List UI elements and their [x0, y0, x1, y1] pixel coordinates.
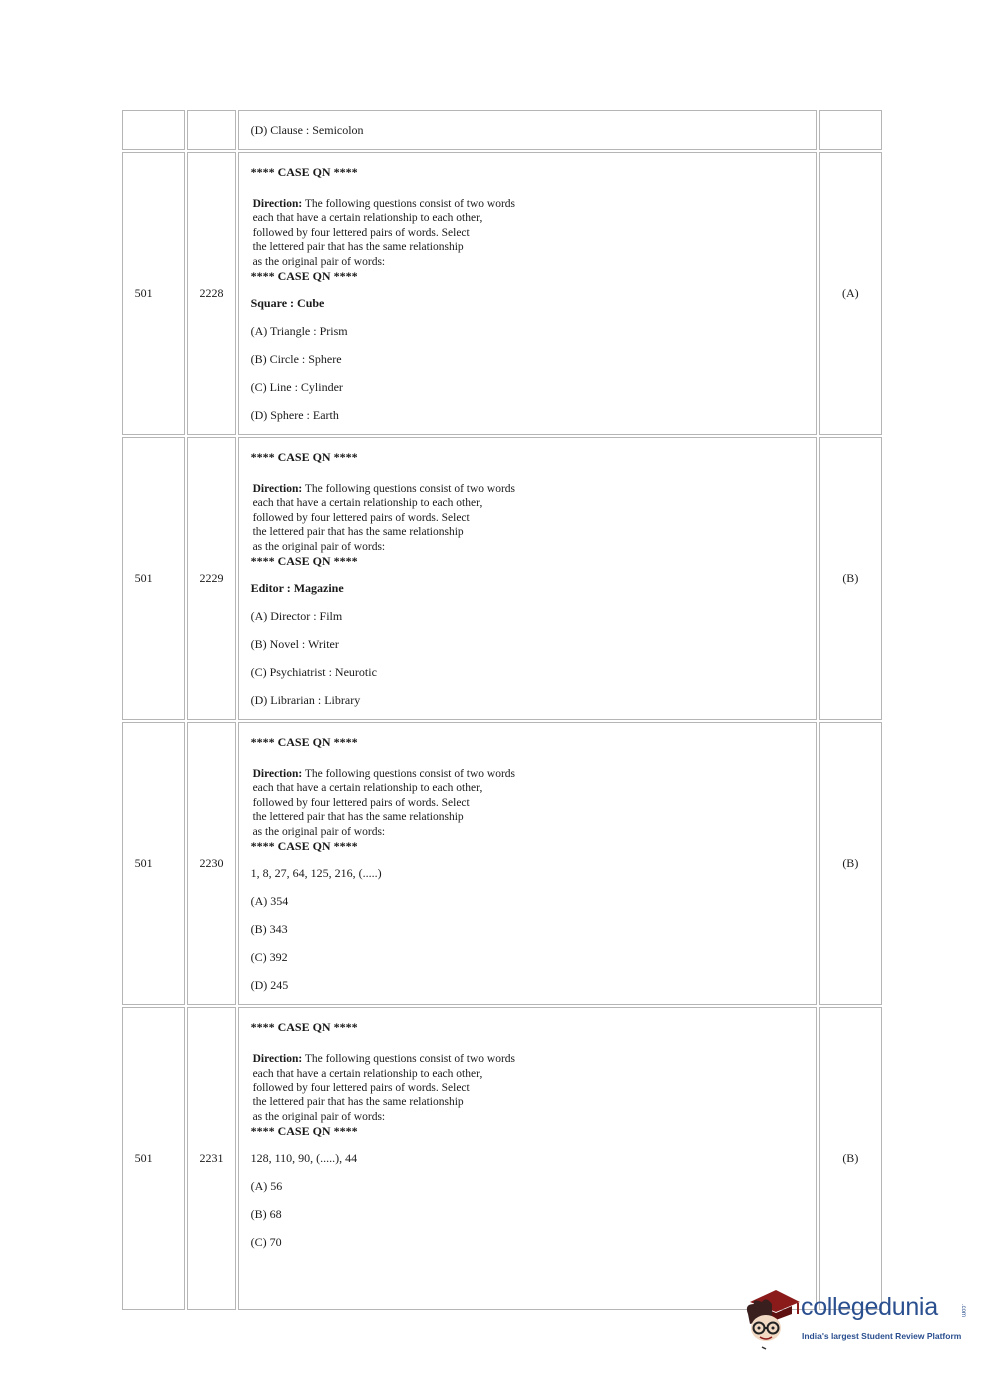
option-d: (D) 245	[250, 978, 289, 993]
qno-cell: 2230	[187, 722, 235, 1005]
case-marker: **** CASE QN ****	[250, 1020, 358, 1035]
option-c: (C) 392	[250, 950, 288, 965]
mascot-icon	[742, 1284, 802, 1350]
option-b: (B) Circle : Sphere	[250, 352, 342, 367]
table-row	[122, 722, 882, 1005]
option-text: (D) Clause : Semicolon	[250, 123, 364, 137]
answer-cell	[819, 110, 882, 150]
table-row-continuation	[122, 110, 882, 150]
direction-text: Direction: The following questions consist of two words each that have a certain relationship to each other, followed by four lettered pairs of words. Select the lettered pair that has the same relationship as the original pair of words:	[252, 198, 516, 268]
case-marker: **** CASE QN ****	[250, 735, 358, 750]
table-row	[122, 152, 882, 435]
question-stem: 128, 110, 90, (.....), 44	[250, 1151, 358, 1166]
qno-cell: 2229	[187, 437, 235, 720]
answer-cell: (B)	[819, 1007, 882, 1310]
question-stem: Square : Cube	[250, 296, 325, 311]
qno-cell: 2231	[187, 1007, 235, 1310]
section-cell	[122, 110, 185, 150]
case-marker: **** CASE QN ****	[250, 450, 358, 465]
option-b: (B) 343	[250, 922, 288, 937]
question-sheet	[122, 110, 886, 1250]
option-a: (A) Director : Film	[250, 609, 343, 624]
answer-cell: (A)	[819, 152, 882, 435]
option-c: (C) 70	[250, 1235, 282, 1250]
question-cell	[238, 437, 817, 720]
question-table	[120, 108, 884, 1312]
question-cell	[238, 152, 817, 435]
case-marker: **** CASE QN ****	[250, 839, 358, 854]
table-row	[122, 437, 882, 720]
question-cell	[238, 110, 817, 150]
section-cell: 501	[122, 1007, 185, 1310]
option-c: (C) Line : Cylinder	[250, 380, 343, 395]
direction-text: Direction: The following questions consist of two words each that have a certain relationship to each other, followed by four lettered pairs of words. Select the lettered pair that has the same relationship as the original pair of words:	[252, 768, 516, 838]
option-b: (B) 68	[250, 1207, 282, 1222]
direction-text: Direction: The following questions consist of two words each that have a certain relationship to each other, followed by four lettered pairs of words. Select the lettered pair that has the same relationship as the original pair of words:	[252, 1053, 516, 1123]
answer-cell: (B)	[819, 437, 882, 720]
option-b: (B) Novel : Writer	[250, 637, 339, 652]
option-d: (D) Librarian : Library	[250, 693, 361, 708]
question-stem: 1, 8, 27, 64, 125, 216, (.....)	[250, 866, 382, 881]
case-marker: **** CASE QN ****	[250, 269, 358, 284]
option-a: (A) 354	[250, 894, 289, 909]
case-marker: **** CASE QN ****	[250, 1124, 358, 1139]
option-d: (D) Sphere : Earth	[250, 408, 339, 423]
direction-text: Direction: The following questions consist of two words each that have a certain relationship to each other, followed by four lettered pairs of words. Select the lettered pair that has the same relationship as the original pair of words:	[252, 483, 516, 553]
brand-suffix: .com	[960, 1304, 966, 1318]
qno-cell: 2228	[187, 152, 235, 435]
option-c: (C) Psychiatrist : Neurotic	[250, 665, 377, 680]
question-stem: Editor : Magazine	[250, 581, 344, 596]
section-cell: 501	[122, 152, 185, 435]
collegedunia-logo	[742, 1284, 972, 1356]
question-cell	[238, 1007, 817, 1310]
section-cell: 501	[122, 437, 185, 720]
section-cell: 501	[122, 722, 185, 1005]
case-marker: **** CASE QN ****	[250, 165, 358, 179]
table-row	[122, 1007, 882, 1310]
brand-tagline: India's largest Student Review Platform	[802, 1331, 962, 1341]
option-a: (A) 56	[250, 1179, 283, 1194]
case-marker: **** CASE QN ****	[250, 554, 358, 569]
qno-cell	[187, 110, 235, 150]
question-cell	[238, 722, 817, 1005]
brand-name: collegedunia	[801, 1293, 938, 1321]
answer-cell: (B)	[819, 722, 882, 1005]
option-a: (A) Triangle : Prism	[250, 324, 348, 339]
